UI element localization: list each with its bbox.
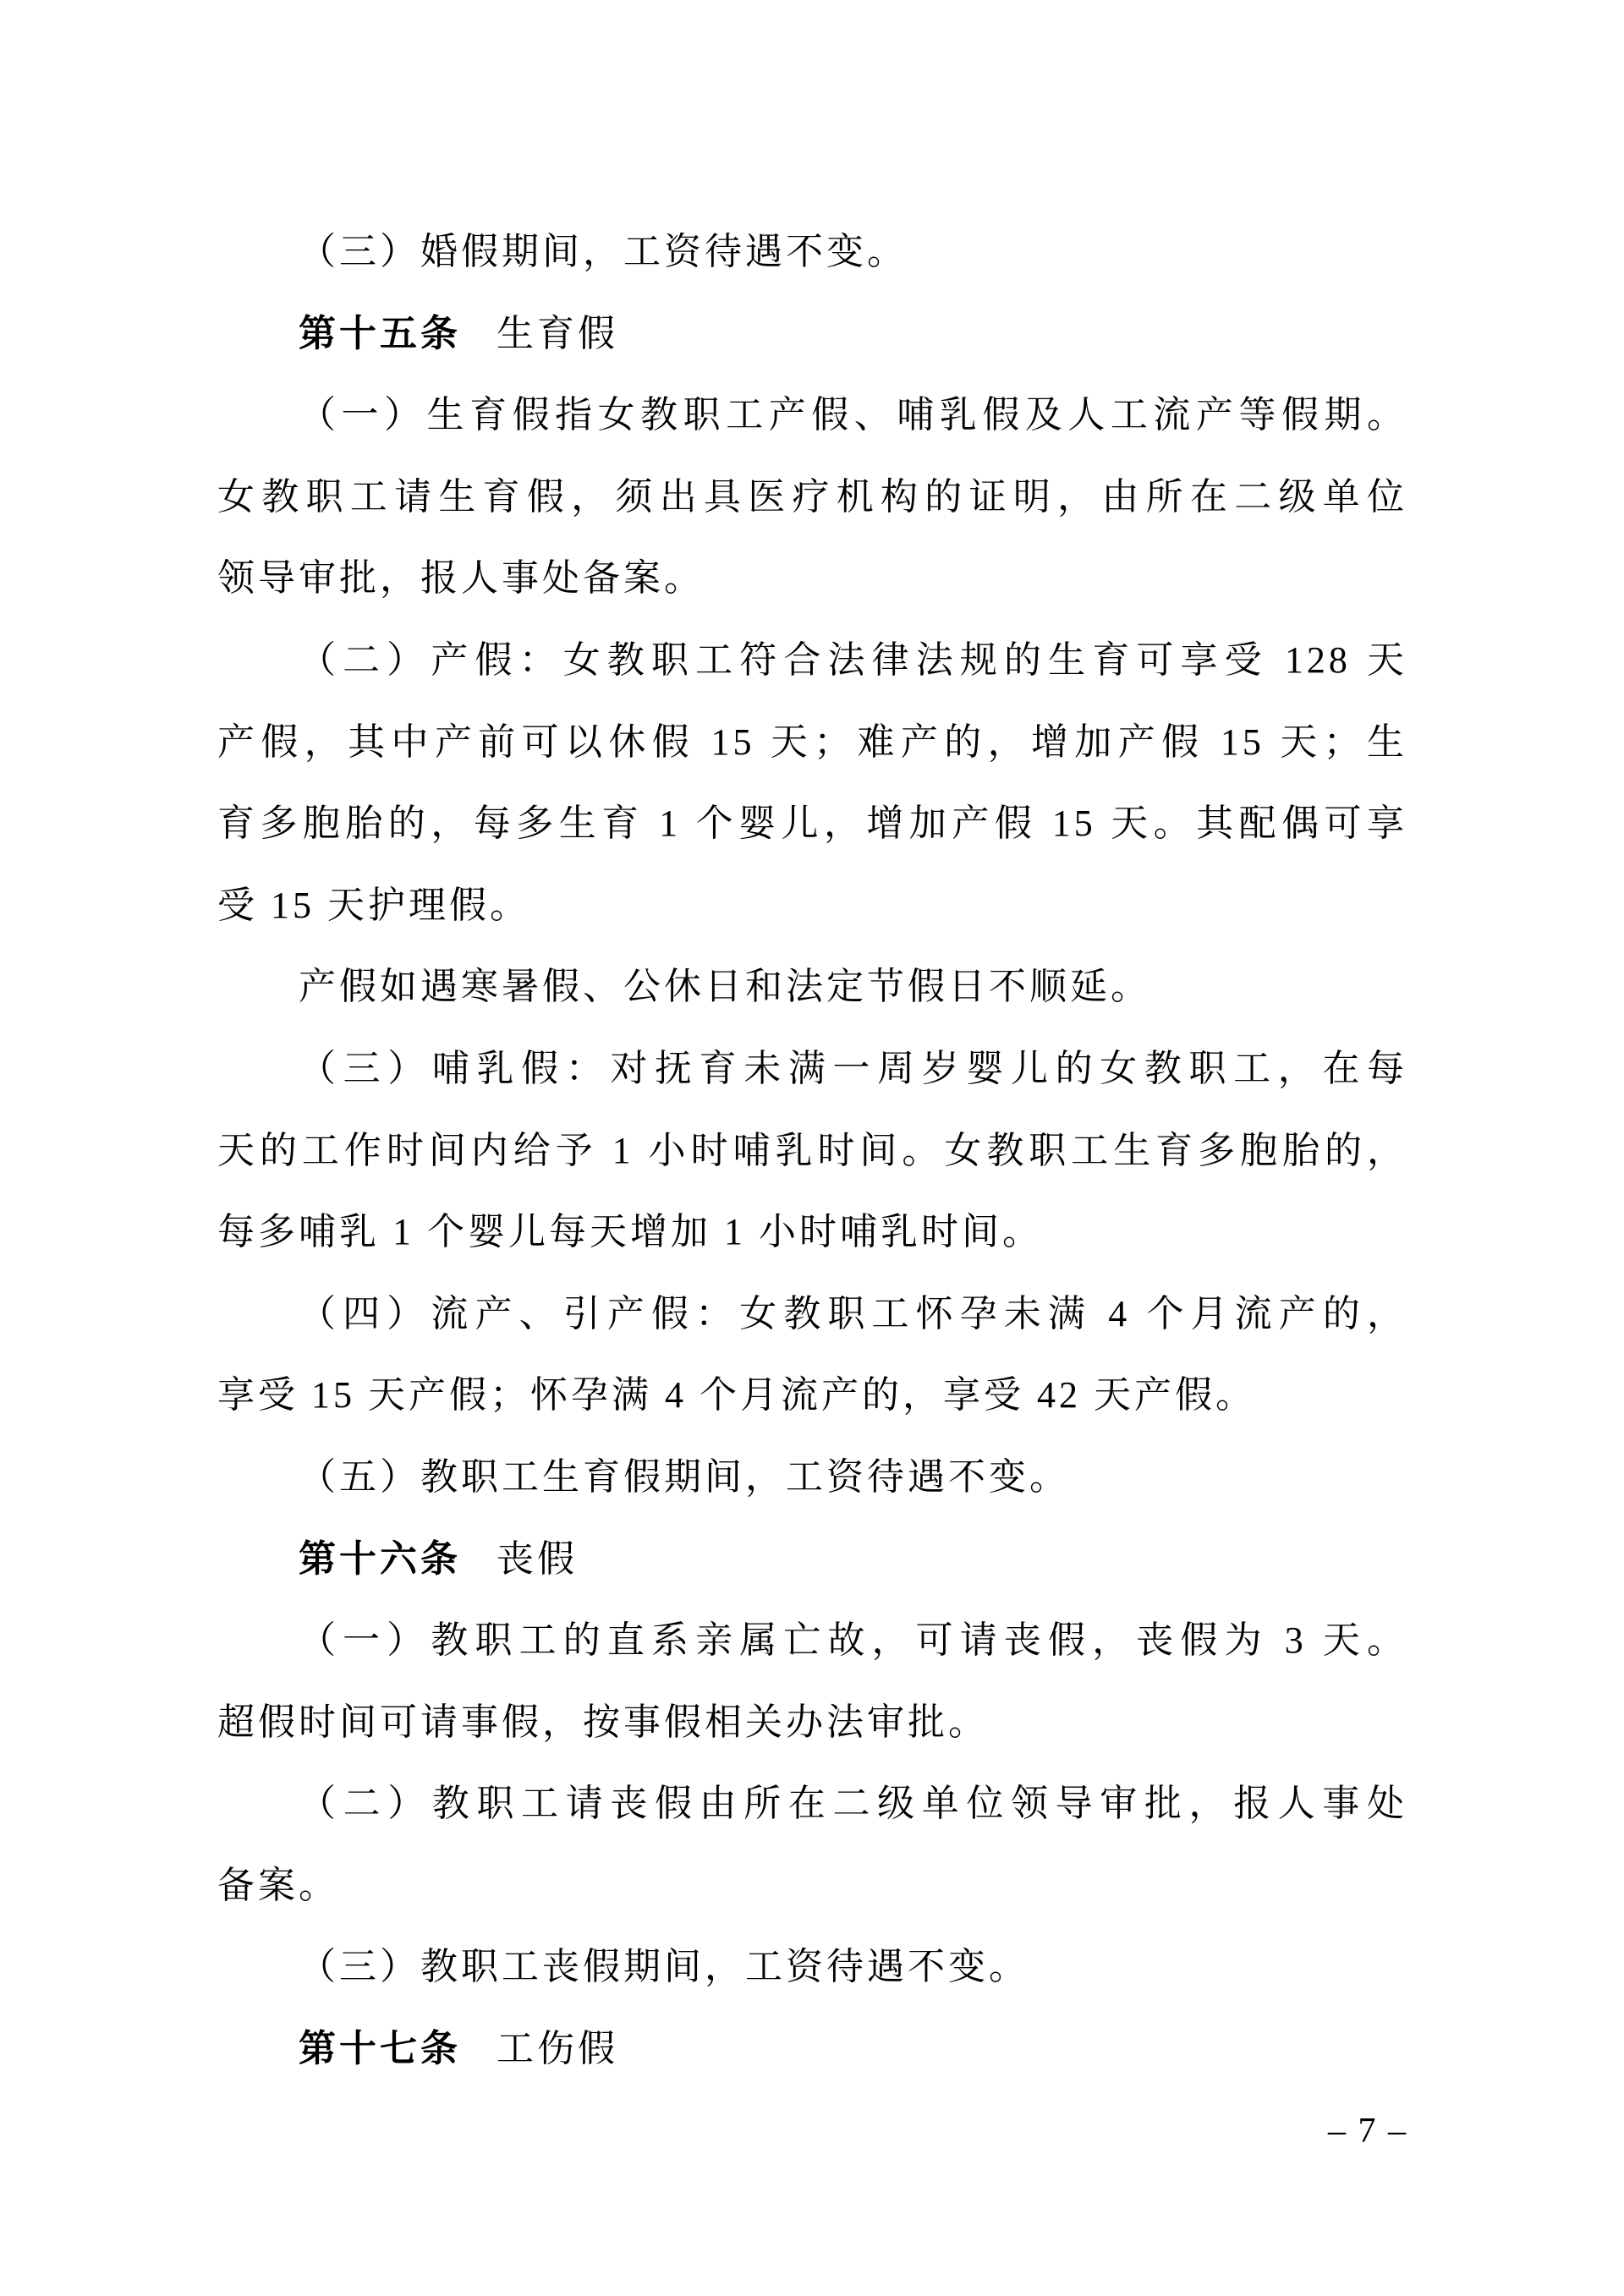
article-title: 丧假 xyxy=(497,1537,578,1580)
text-line: 女教职工请生育假，须出具医疗机构的证明，由所在二级单位 xyxy=(217,475,1407,518)
article-number: 第十七条 xyxy=(299,2028,461,2070)
article-heading xyxy=(217,293,1407,375)
text-line: 产假，其中产前可以休假 15 天；难产的，增加产假 15 天；生 xyxy=(217,721,1407,763)
page-number: – 7 – xyxy=(1328,2112,1407,2151)
text-line: （五）教职工生育假期间，工资待遇不变。 xyxy=(299,1455,1070,1498)
article-number: 第十五条 xyxy=(299,312,461,354)
text-line: （四）流产、引产假：女教职工怀孕未满 4 个月流产的， xyxy=(299,1292,1407,1334)
document-body xyxy=(217,211,1407,2091)
text-line: 产假如遇寒暑假、公休日和法定节假日不顺延。 xyxy=(299,966,1151,1008)
text-line: （二）教职工请丧假由所在二级单位领导审批，报人事处 xyxy=(299,1783,1407,1825)
text-line: 超假时间可请事假，按事假相关办法审批。 xyxy=(217,1701,989,1743)
text-line: 备案。 xyxy=(217,1864,339,1906)
article-heading xyxy=(217,1519,1407,1601)
text-line: （一）生育假指女教职工产假、哺乳假及人工流产等假期。 xyxy=(299,394,1407,436)
text-line: 受 15 天护理假。 xyxy=(217,884,530,926)
text-line: （二）产假：女教职工符合法律法规的生育可享受 128 天 xyxy=(299,638,1407,681)
text-line: （三）哺乳假：对抚育未满一周岁婴儿的女教职工，在每 xyxy=(299,1047,1407,1089)
article-heading xyxy=(217,2008,1407,2091)
article-title: 工伤假 xyxy=(497,2028,618,2070)
text-line: （三）婚假期间，工资待遇不变。 xyxy=(299,231,908,272)
text-line: （三）教职工丧假期间，工资待遇不变。 xyxy=(299,1946,1029,1988)
article-number: 第十六条 xyxy=(299,1537,461,1580)
text-line: 天的工作时间内给予 1 小时哺乳时间。女教职工生育多胞胎的， xyxy=(217,1129,1407,1171)
text-line: 领导审批，报人事处备案。 xyxy=(217,557,705,600)
text-line: （一）教职工的直系亲属亡故，可请丧假，丧假为 3 天。 xyxy=(299,1619,1407,1662)
text-line: 育多胞胎的，每多生育 1 个婴儿，增加产假 15 天。其配偶可享 xyxy=(217,803,1407,845)
text-line: 享受 15 天产假；怀孕满 4 个月流产的，享受 42 天产假。 xyxy=(217,1374,1256,1417)
article-title: 生育假 xyxy=(497,312,618,354)
text-line: 每多哺乳 1 个婴儿每天增加 1 小时哺乳时间。 xyxy=(217,1211,1043,1253)
